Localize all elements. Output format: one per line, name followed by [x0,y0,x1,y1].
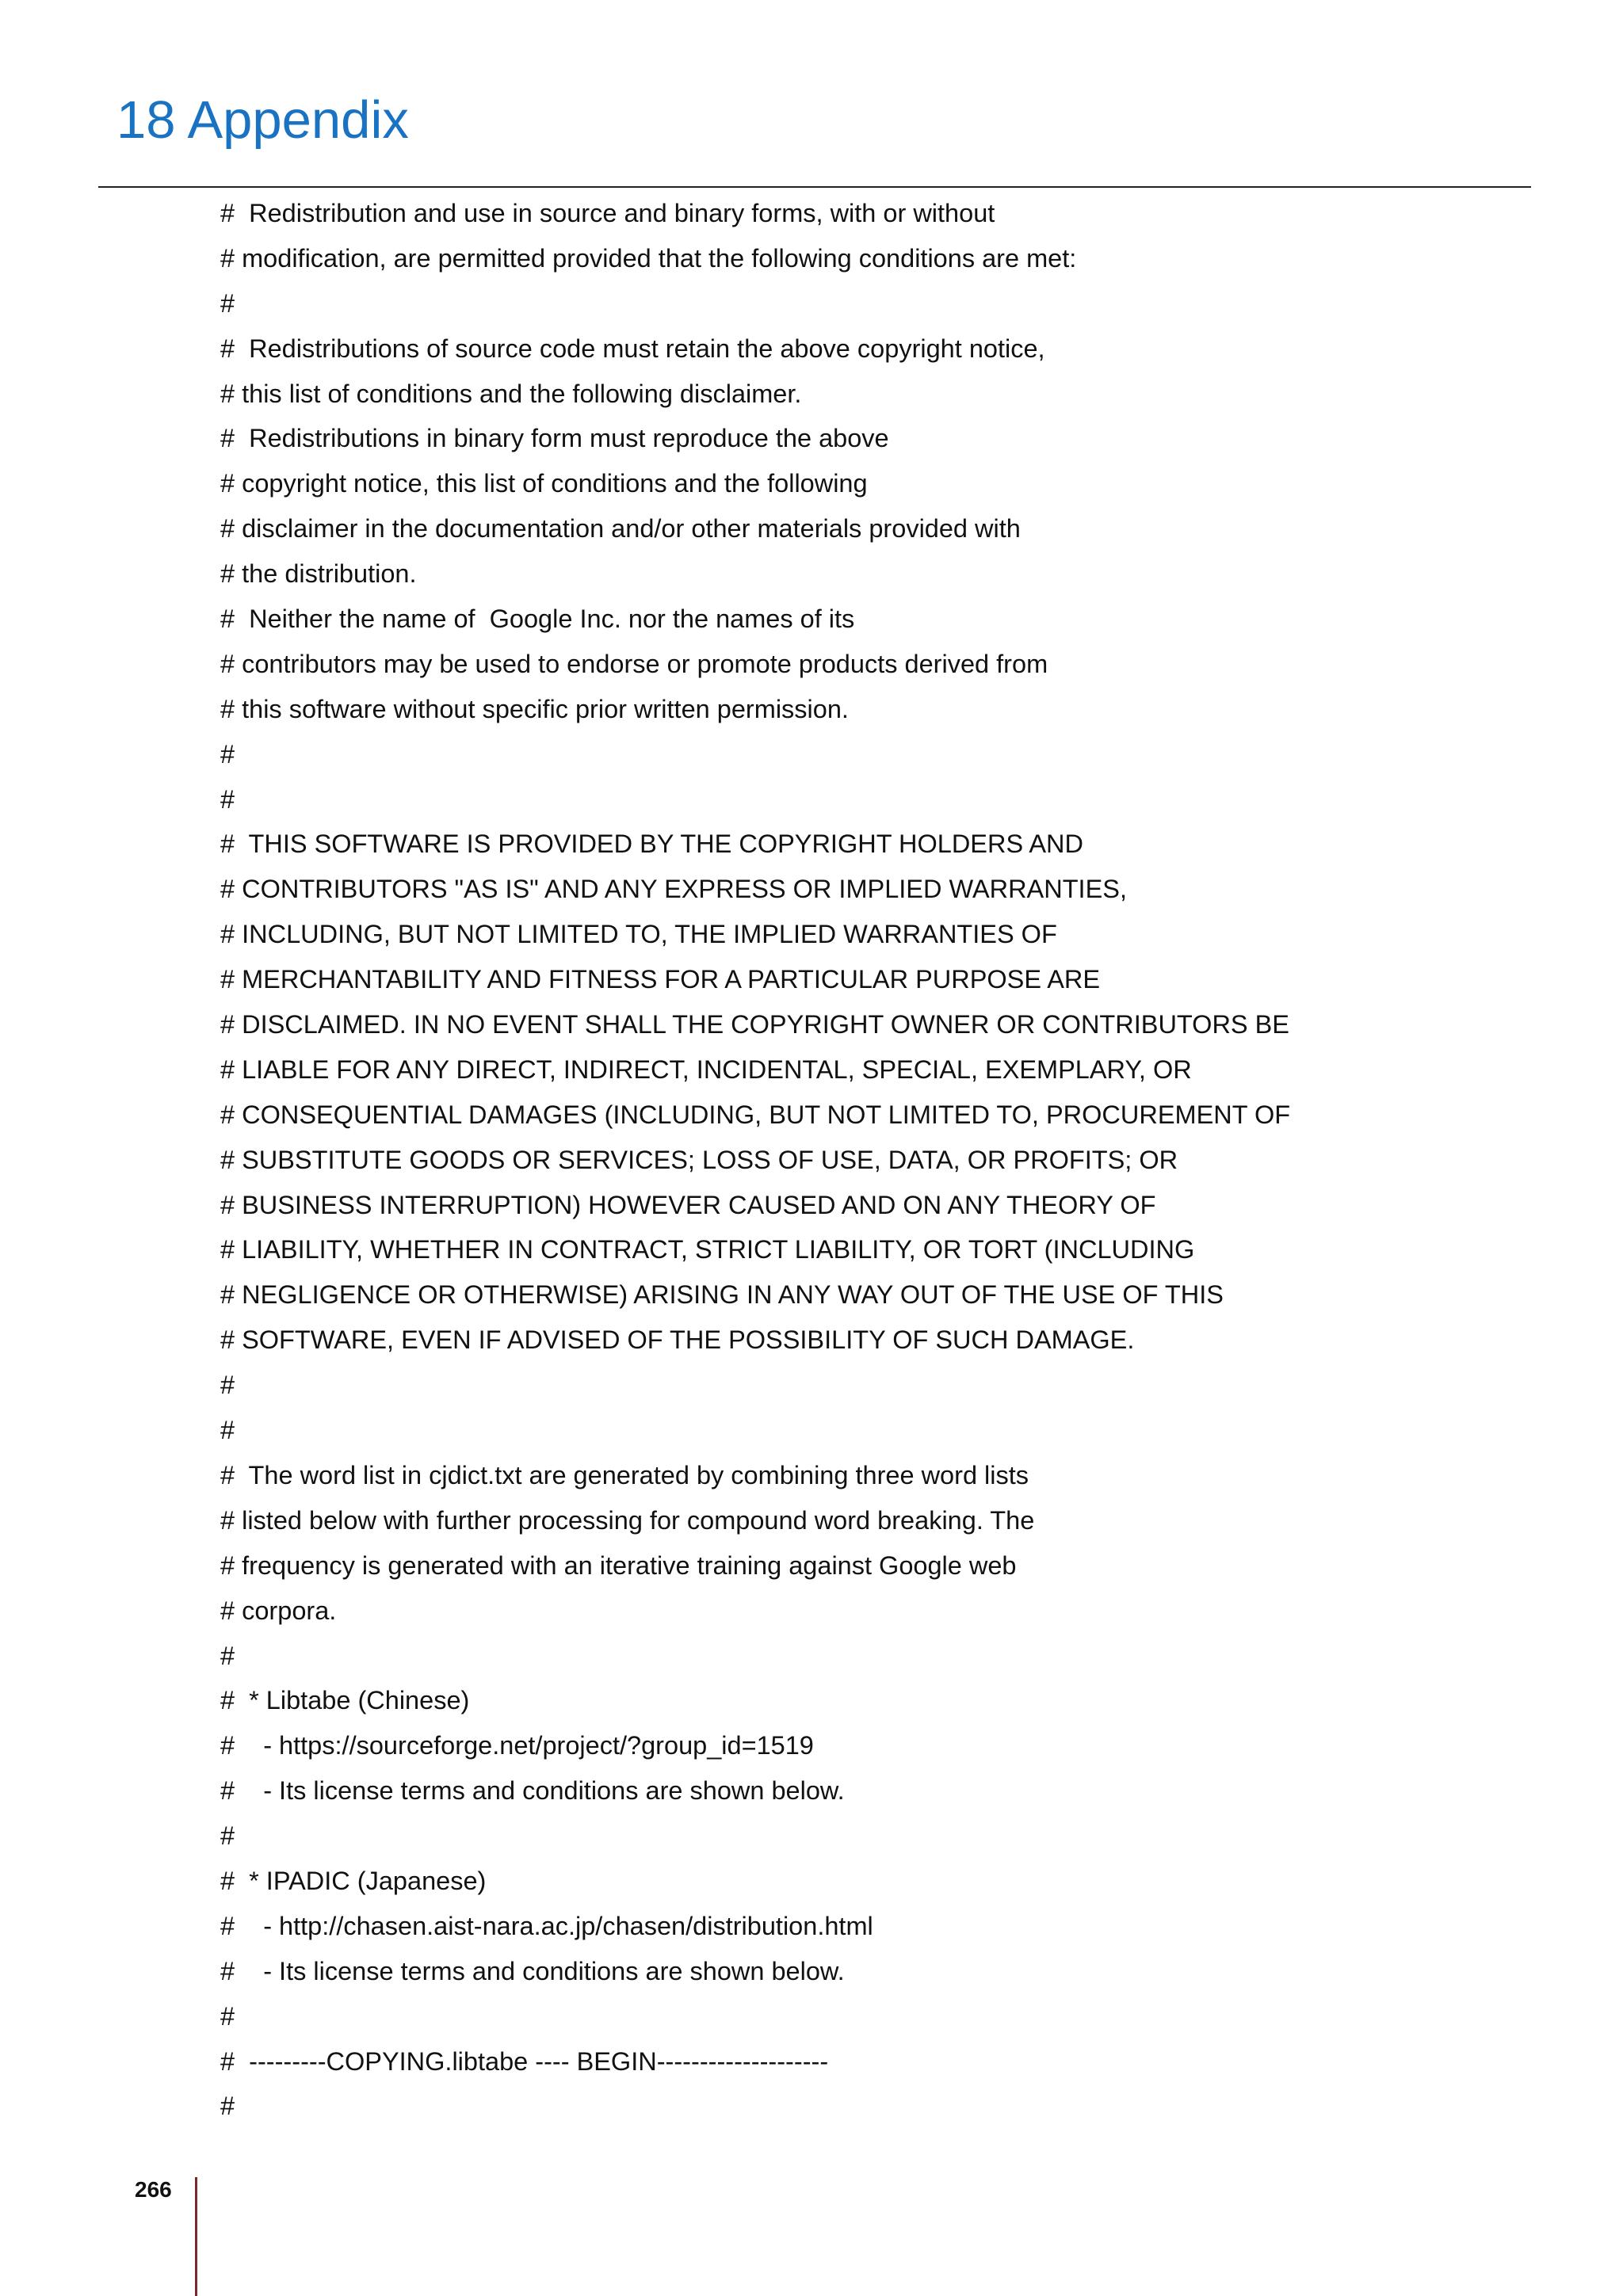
license-line: # * IPADIC (Japanese) [220,1866,487,1895]
license-line: # The word list in cjdict.txt are generated by combining three word lists [220,1460,1029,1489]
license-line: # DISCLAIMED. IN NO EVENT SHALL THE COPYRIGHT OWNER OR CONTRIBUTORS BE [220,1010,1289,1039]
license-line: # Redistributions of source code must retain the above copyright notice, [220,334,1045,363]
license-line: # [220,1416,235,1445]
license-line: # Redistribution and use in source and binary forms, with or without [220,199,995,227]
license-line: # LIABLE FOR ANY DIRECT, INDIRECT, INCIDENTAL, SPECIAL, EXEMPLARY, OR [220,1055,1192,1084]
license-line: # * Libtabe (Chinese) [220,1686,470,1715]
license-line: # - Its license terms and conditions are shown below. [220,1776,845,1806]
license-line: # CONSEQUENTIAL DAMAGES (INCLUDING, BUT NOT LIMITED TO, PROCUREMENT OF [220,1100,1291,1129]
license-line: # [220,1821,235,1851]
license-line: # this list of conditions and the following disclaimer. [220,379,802,408]
license-line: # [220,2092,235,2121]
license-line: # CONTRIBUTORS "AS IS" AND ANY EXPRESS OR IMPLIED WARRANTIES, [220,875,1127,904]
license-line: # - https://sourceforge.net/project/?group_id=1519 [220,1731,814,1760]
license-line: # LIABILITY, WHETHER IN CONTRACT, STRICT LIABILITY, OR TORT (INCLUDING [220,1235,1195,1264]
license-line: # contributors may be used to endorse or promote products derived from [220,649,1048,678]
license-line: # [220,1371,235,1400]
footer-divider [195,2177,197,2296]
license-line: # Redistributions in binary form must reproduce the above [220,424,889,453]
license-line: # - http://chasen.aist-nara.ac.jp/chasen/distribution.html [220,1911,873,1940]
license-line: # [220,739,235,769]
license-line: # INCLUDING, BUT NOT LIMITED TO, THE IMPLIED WARRANTIES OF [220,920,1057,949]
page-number: 266 [135,2177,172,2202]
license-line: # [220,784,235,814]
license-line: # THIS SOFTWARE IS PROVIDED BY THE COPYRIGHT HOLDERS AND [220,830,1083,859]
license-line: # frequency is generated with an iterative training against Google web [220,1550,1017,1580]
license-line: # NEGLIGENCE OR OTHERWISE) ARISING IN ANY WAY OUT OF THE USE OF THIS [220,1280,1224,1310]
license-line: # this software without specific prior written permission. [220,694,849,723]
license-line: # [220,2001,235,2031]
license-line: # ---------COPYING.libtabe ---- BEGIN-------------------- [220,2046,829,2076]
license-line: # disclaimer in the documentation and/or other materials provided with [220,514,1021,543]
license-line: # Neither the name of Google Inc. nor the names of its [220,605,855,634]
license-line: # modification, are permitted provided that the following conditions are met: [220,243,1077,273]
license-line: # listed below with further processing for compound word breaking. The [220,1505,1035,1535]
page-title: 18 Appendix [116,90,409,150]
license-line: # - Its license terms and conditions are shown below. [220,1956,845,1985]
license-line: # [220,1641,235,1670]
license-line: # SOFTWARE, EVEN IF ADVISED OF THE POSSIBILITY OF SUCH DAMAGE. [220,1325,1135,1355]
license-line: # BUSINESS INTERRUPTION) HOWEVER CAUSED AND ON ANY THEORY OF [220,1190,1156,1219]
license-line: # [220,288,235,318]
heading-divider [98,186,1531,188]
license-line: # the distribution. [220,559,417,589]
license-text-block [220,196,1504,2134]
license-line: # MERCHANTABILITY AND FITNESS FOR A PARTICULAR PURPOSE ARE [220,965,1101,994]
license-line: # copyright notice, this list of conditions and the following [220,469,868,498]
license-line: # SUBSTITUTE GOODS OR SERVICES; LOSS OF USE, DATA, OR PROFITS; OR [220,1145,1178,1174]
license-line: # corpora. [220,1596,337,1625]
